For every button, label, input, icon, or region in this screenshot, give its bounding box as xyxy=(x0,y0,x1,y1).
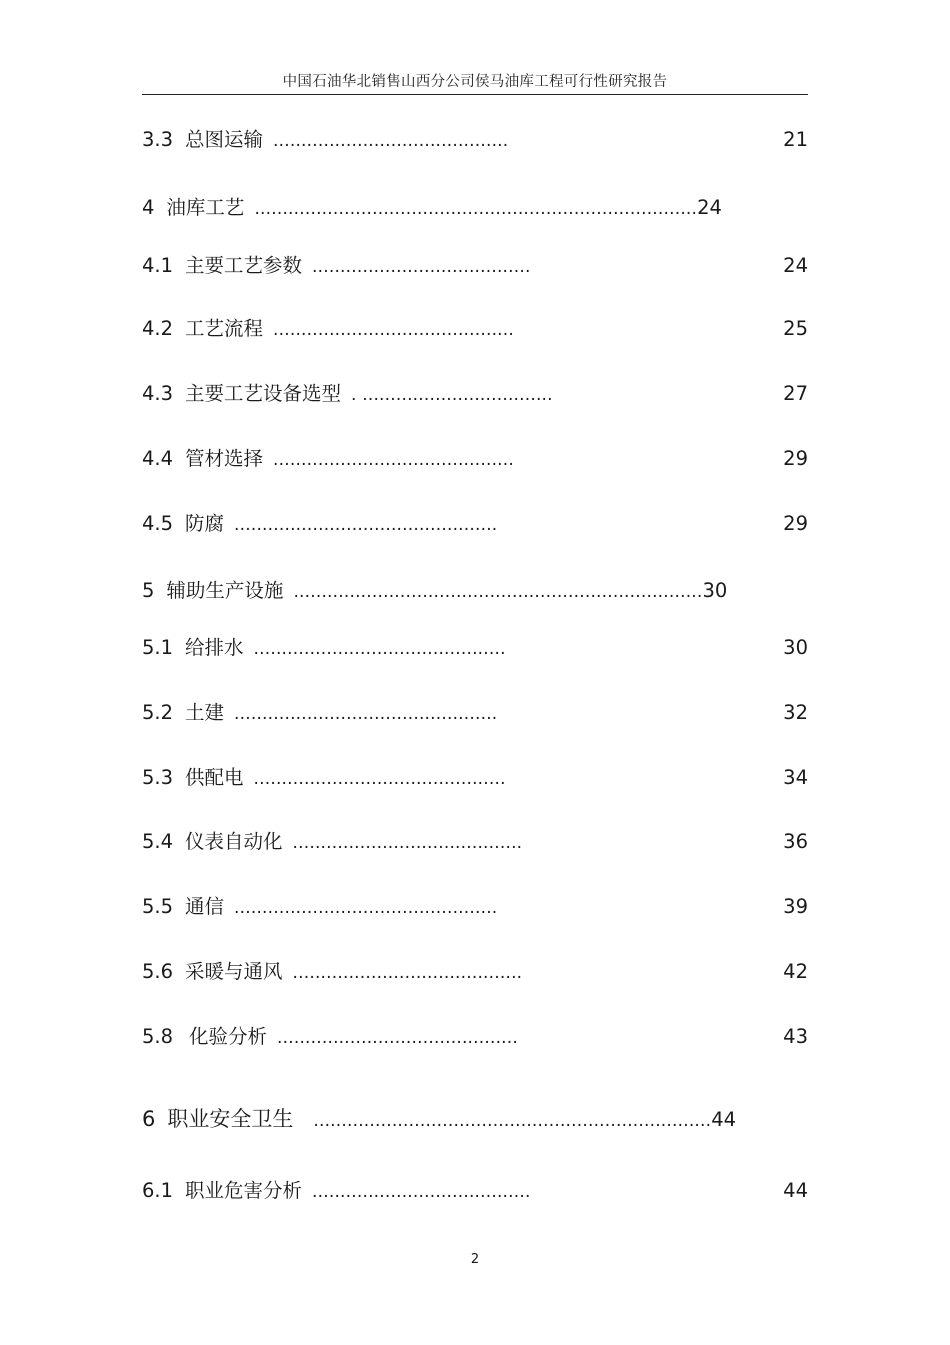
toc-number: 5.1 xyxy=(142,636,174,659)
toc-number: 4.2 xyxy=(142,317,174,340)
running-header: 中国石油华北销售山西分公司侯马油库工程可行性研究报告 xyxy=(282,74,668,90)
toc-leader: ........................................... xyxy=(277,1028,518,1048)
toc-leader: ............................................. xyxy=(253,769,506,789)
toc-page-4-4: 29 xyxy=(783,447,808,470)
toc-entry-5[interactable] xyxy=(142,578,727,604)
toc-page-5-3: 34 xyxy=(783,766,808,789)
toc-title: 工艺流程 xyxy=(185,317,264,340)
toc-leader: ............................................... xyxy=(234,898,498,918)
toc-title: 供配电 xyxy=(185,766,244,789)
toc-number: 4.1 xyxy=(142,254,174,277)
toc-page-4-1: 24 xyxy=(783,254,808,277)
toc-title: 土建 xyxy=(185,701,225,724)
toc-entry-5-1[interactable] xyxy=(142,635,506,661)
toc-number: 4 xyxy=(142,196,155,219)
toc-title: 主要工艺设备选型 xyxy=(185,382,342,405)
toc-leader: .......................................... xyxy=(273,131,509,151)
toc-page-5-8: 43 xyxy=(783,1025,808,1048)
toc-number: 5.3 xyxy=(142,766,174,789)
toc-leader: ......................................................................... xyxy=(293,582,703,602)
toc-leader: ........................................... xyxy=(273,320,514,340)
toc-leader: ......................................... xyxy=(292,963,523,983)
toc-title: 化验分析 xyxy=(189,1025,268,1048)
toc-title: 主要工艺参数 xyxy=(185,254,303,277)
toc-leader: ............................................... xyxy=(234,704,498,724)
toc-page-4-2: 25 xyxy=(783,317,808,340)
toc-entry-6-1[interactable] xyxy=(142,1178,531,1204)
toc-page-5-4: 36 xyxy=(783,830,808,853)
toc-entry-5-6[interactable] xyxy=(142,959,522,985)
toc-number: 6.1 xyxy=(142,1179,174,1202)
toc-leader: ....................................... xyxy=(312,1182,531,1202)
toc-entry-5-5[interactable] xyxy=(142,894,497,920)
toc-number: 5.6 xyxy=(142,960,174,983)
toc-page-5: 30 xyxy=(702,579,728,602)
toc-number: 4.4 xyxy=(142,447,174,470)
toc-number: 5.5 xyxy=(142,895,174,918)
toc-page-6-1: 44 xyxy=(783,1179,808,1202)
toc-number: 5 xyxy=(142,579,155,602)
toc-title: 职业危害分析 xyxy=(185,1179,303,1202)
page-number: 2 xyxy=(470,1252,480,1267)
toc-leader: ........................................... xyxy=(273,450,514,470)
toc-entry-3-3[interactable] xyxy=(142,127,508,153)
toc-leader: ............................................... xyxy=(234,515,498,535)
toc-page-5-5: 39 xyxy=(783,895,808,918)
toc-leader: ....................................................................... xyxy=(313,1111,712,1131)
toc-page-3-3: 21 xyxy=(783,128,808,151)
toc-title: 给排水 xyxy=(185,636,244,659)
toc-page-4-3: 27 xyxy=(783,382,808,405)
toc-page-5-2: 32 xyxy=(783,701,808,724)
toc-entry-4[interactable] xyxy=(142,195,722,221)
toc-entry-4-3[interactable] xyxy=(142,381,553,407)
toc-number: 5.8 xyxy=(142,1025,174,1048)
toc-entry-5-3[interactable] xyxy=(142,765,506,791)
toc-page-4: 24 xyxy=(697,196,722,219)
toc-entry-4-2[interactable] xyxy=(142,316,514,342)
toc-entry-4-4[interactable] xyxy=(142,446,514,472)
toc-leader: ............................................................................... xyxy=(254,199,698,219)
toc-title: 职业安全卫生 xyxy=(167,1107,294,1131)
toc-number: 3.3 xyxy=(142,128,174,151)
toc-title: 总图运输 xyxy=(185,128,264,151)
toc-title: 采暖与通风 xyxy=(185,960,283,983)
toc-entry-5-8[interactable] xyxy=(142,1024,518,1050)
toc-title: 油库工艺 xyxy=(166,196,245,219)
toc-title: 辅助生产设施 xyxy=(166,579,284,602)
toc-number: 4.3 xyxy=(142,382,174,405)
toc-entry-6[interactable] xyxy=(142,1106,736,1132)
toc-leader: ....................................... xyxy=(312,257,531,277)
toc-page-4-5: 29 xyxy=(783,512,808,535)
toc-number: 5.2 xyxy=(142,701,174,724)
toc-page-5-1: 30 xyxy=(783,636,808,659)
toc-number: 5.4 xyxy=(142,830,174,853)
toc-leader: . .................................. xyxy=(351,385,553,405)
toc-entry-5-2[interactable] xyxy=(142,700,497,726)
toc-entry-5-4[interactable] xyxy=(142,829,522,855)
toc-leader: ......................................... xyxy=(292,833,523,853)
toc-title: 通信 xyxy=(185,895,225,918)
toc-entry-4-1[interactable] xyxy=(142,253,531,279)
toc-page-6: 44 xyxy=(711,1108,737,1131)
toc-title: 仪表自动化 xyxy=(185,830,283,853)
toc-number: 4.5 xyxy=(142,512,174,535)
toc-leader: ............................................. xyxy=(253,639,506,659)
toc-page-5-6: 42 xyxy=(783,960,808,983)
toc-title: 管材选择 xyxy=(185,447,264,470)
toc-title: 防腐 xyxy=(185,512,225,535)
toc-entry-4-5[interactable] xyxy=(142,511,497,537)
header-rule xyxy=(142,94,808,95)
toc-number: 6 xyxy=(142,1107,156,1131)
